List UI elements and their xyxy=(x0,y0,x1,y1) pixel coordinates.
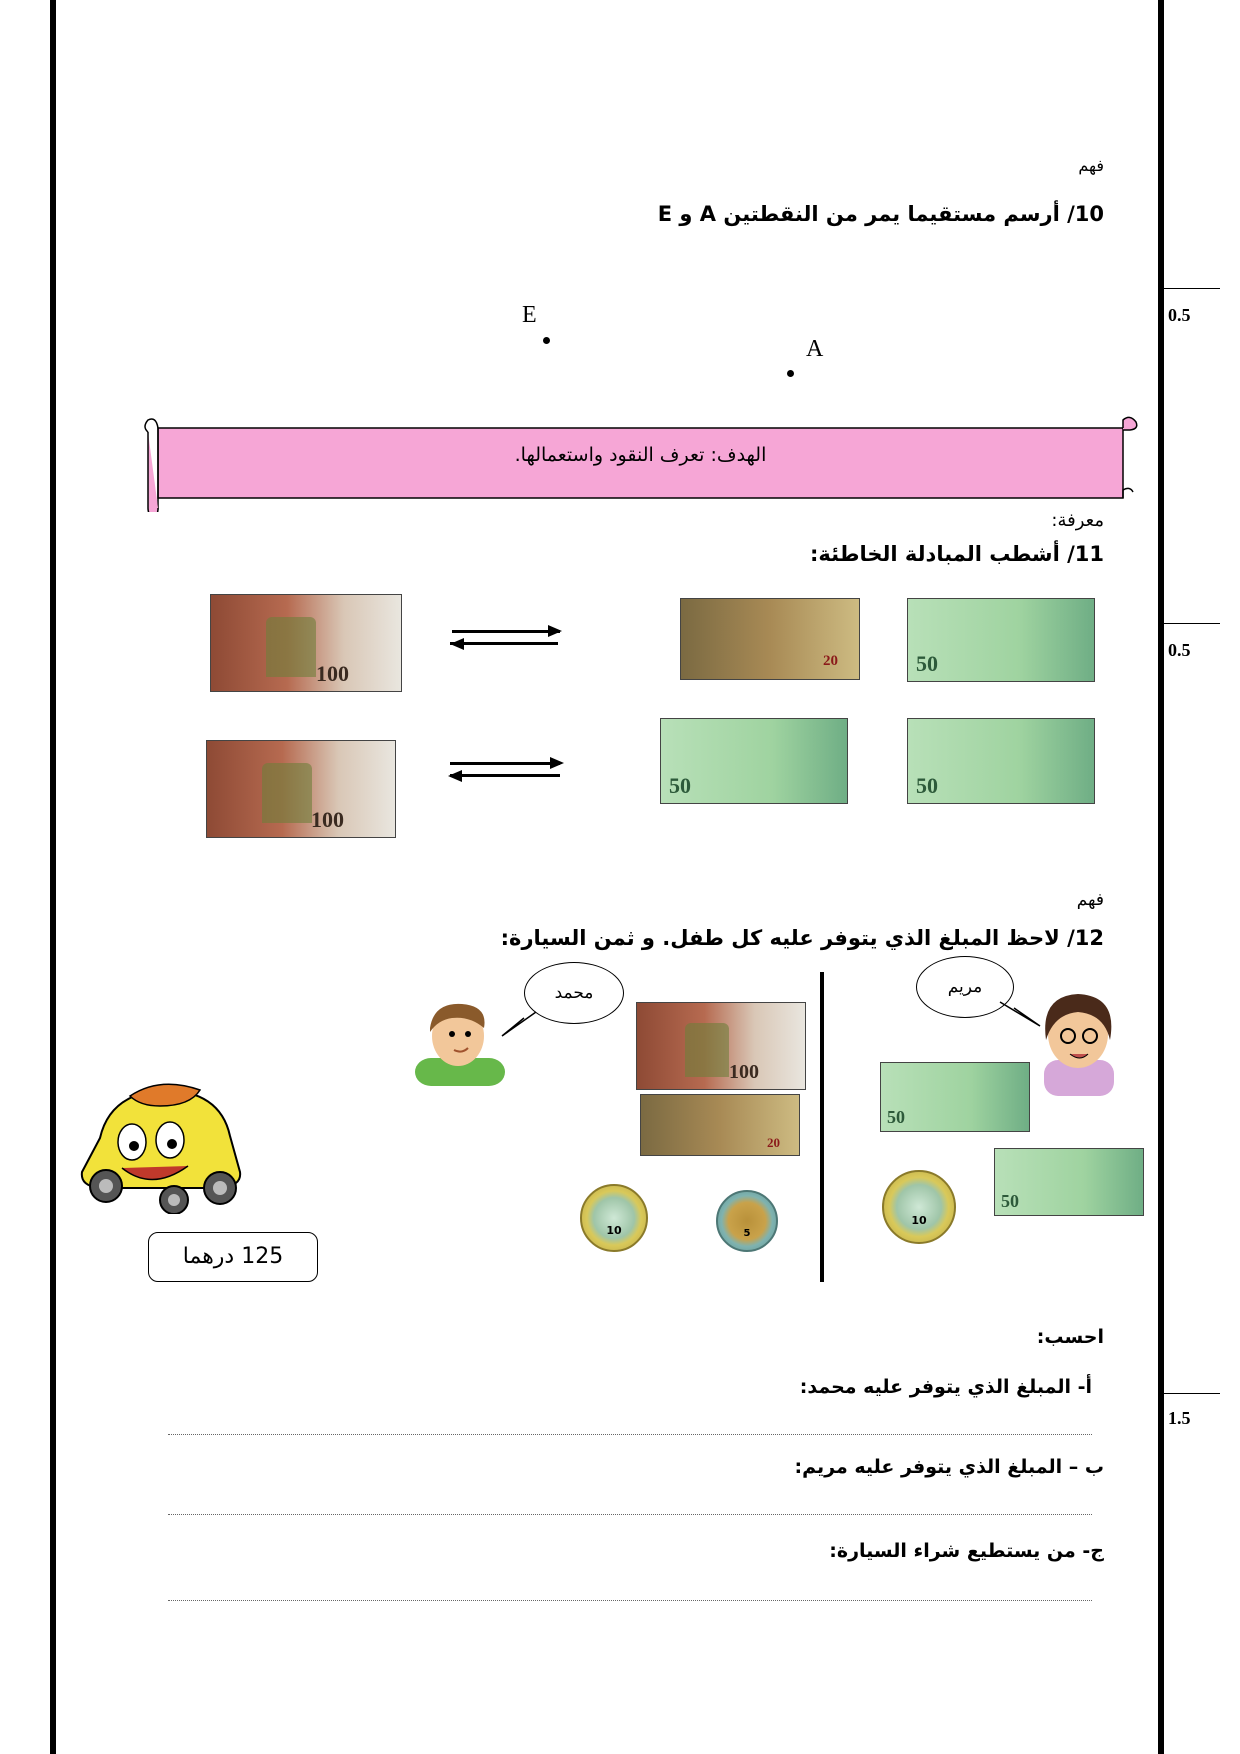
question-12a: أ- المبلغ الذي يتوفر عليه محمد: xyxy=(799,1376,1092,1398)
car-illustration xyxy=(70,1076,250,1214)
point-a-label: A xyxy=(806,336,824,362)
exchange-arrows-icon xyxy=(440,618,570,652)
coin-5-dirham: 5 xyxy=(716,1190,778,1252)
car-price-tag: 125 درهما xyxy=(148,1232,318,1282)
boy-avatar xyxy=(410,998,510,1086)
page-border-right xyxy=(1158,0,1164,1754)
banknote-50: 50 xyxy=(907,718,1095,804)
coin-10-dirham: 10 xyxy=(882,1170,956,1244)
page-border-left xyxy=(50,0,56,1754)
compute-heading: احسب: xyxy=(1036,1326,1104,1348)
banknote-20: 20 xyxy=(640,1094,800,1156)
banknote-50: 50 xyxy=(907,598,1095,682)
banknote-50: 50 xyxy=(660,718,848,804)
banknote-100: 100 xyxy=(210,594,402,692)
banknote-100: 100 xyxy=(206,740,396,838)
answer-line-12a[interactable] xyxy=(168,1434,1092,1435)
children-separator xyxy=(820,972,824,1282)
answer-line-12b[interactable] xyxy=(168,1514,1092,1515)
exchange-arrows-icon xyxy=(440,752,570,786)
point-e-label: E xyxy=(522,302,537,328)
score-divider xyxy=(1164,288,1220,289)
score-q12: 1.5 xyxy=(1168,1408,1191,1428)
maryam-name: مريم xyxy=(947,977,983,997)
banknote-100: 100 xyxy=(636,1002,806,1090)
point-e xyxy=(543,337,550,344)
score-divider xyxy=(1164,623,1220,624)
goal-banner: الهدف: تعرف النقود واستعمالها. xyxy=(514,444,767,466)
question-10: 10/ أرسم مستقيما يمر من النقطتين A و E xyxy=(657,202,1104,226)
section-tag: معرفة: xyxy=(1051,510,1104,531)
banknote-20: 20 xyxy=(680,598,860,680)
score-divider xyxy=(1164,1393,1220,1394)
answer-line-12c[interactable] xyxy=(168,1600,1092,1601)
banknote-50: 50 xyxy=(880,1062,1030,1132)
section-tag: فهم xyxy=(1076,890,1104,910)
question-12: 12/ لاحظ المبلغ الذي يتوفر عليه كل طفل. و ثمن السيارة: xyxy=(500,926,1104,950)
coin-10-dirham: 10 xyxy=(580,1184,648,1252)
girl-avatar xyxy=(1032,984,1122,1096)
question-12c: ج- من يستطيع شراء السيارة: xyxy=(829,1540,1104,1562)
score-q10: 0.5 xyxy=(1168,305,1191,325)
score-q11: 0.5 xyxy=(1168,640,1191,660)
point-a xyxy=(787,370,794,377)
mohamed-name: محمد xyxy=(554,983,594,1003)
question-12b: ب – المبلغ الذي يتوفر عليه مريم: xyxy=(794,1456,1104,1478)
question-11: 11/ أشطب المبادلة الخاطئة: xyxy=(810,542,1104,566)
section-tag: فهم xyxy=(1078,156,1104,175)
banknote-50: 50 xyxy=(994,1148,1144,1216)
